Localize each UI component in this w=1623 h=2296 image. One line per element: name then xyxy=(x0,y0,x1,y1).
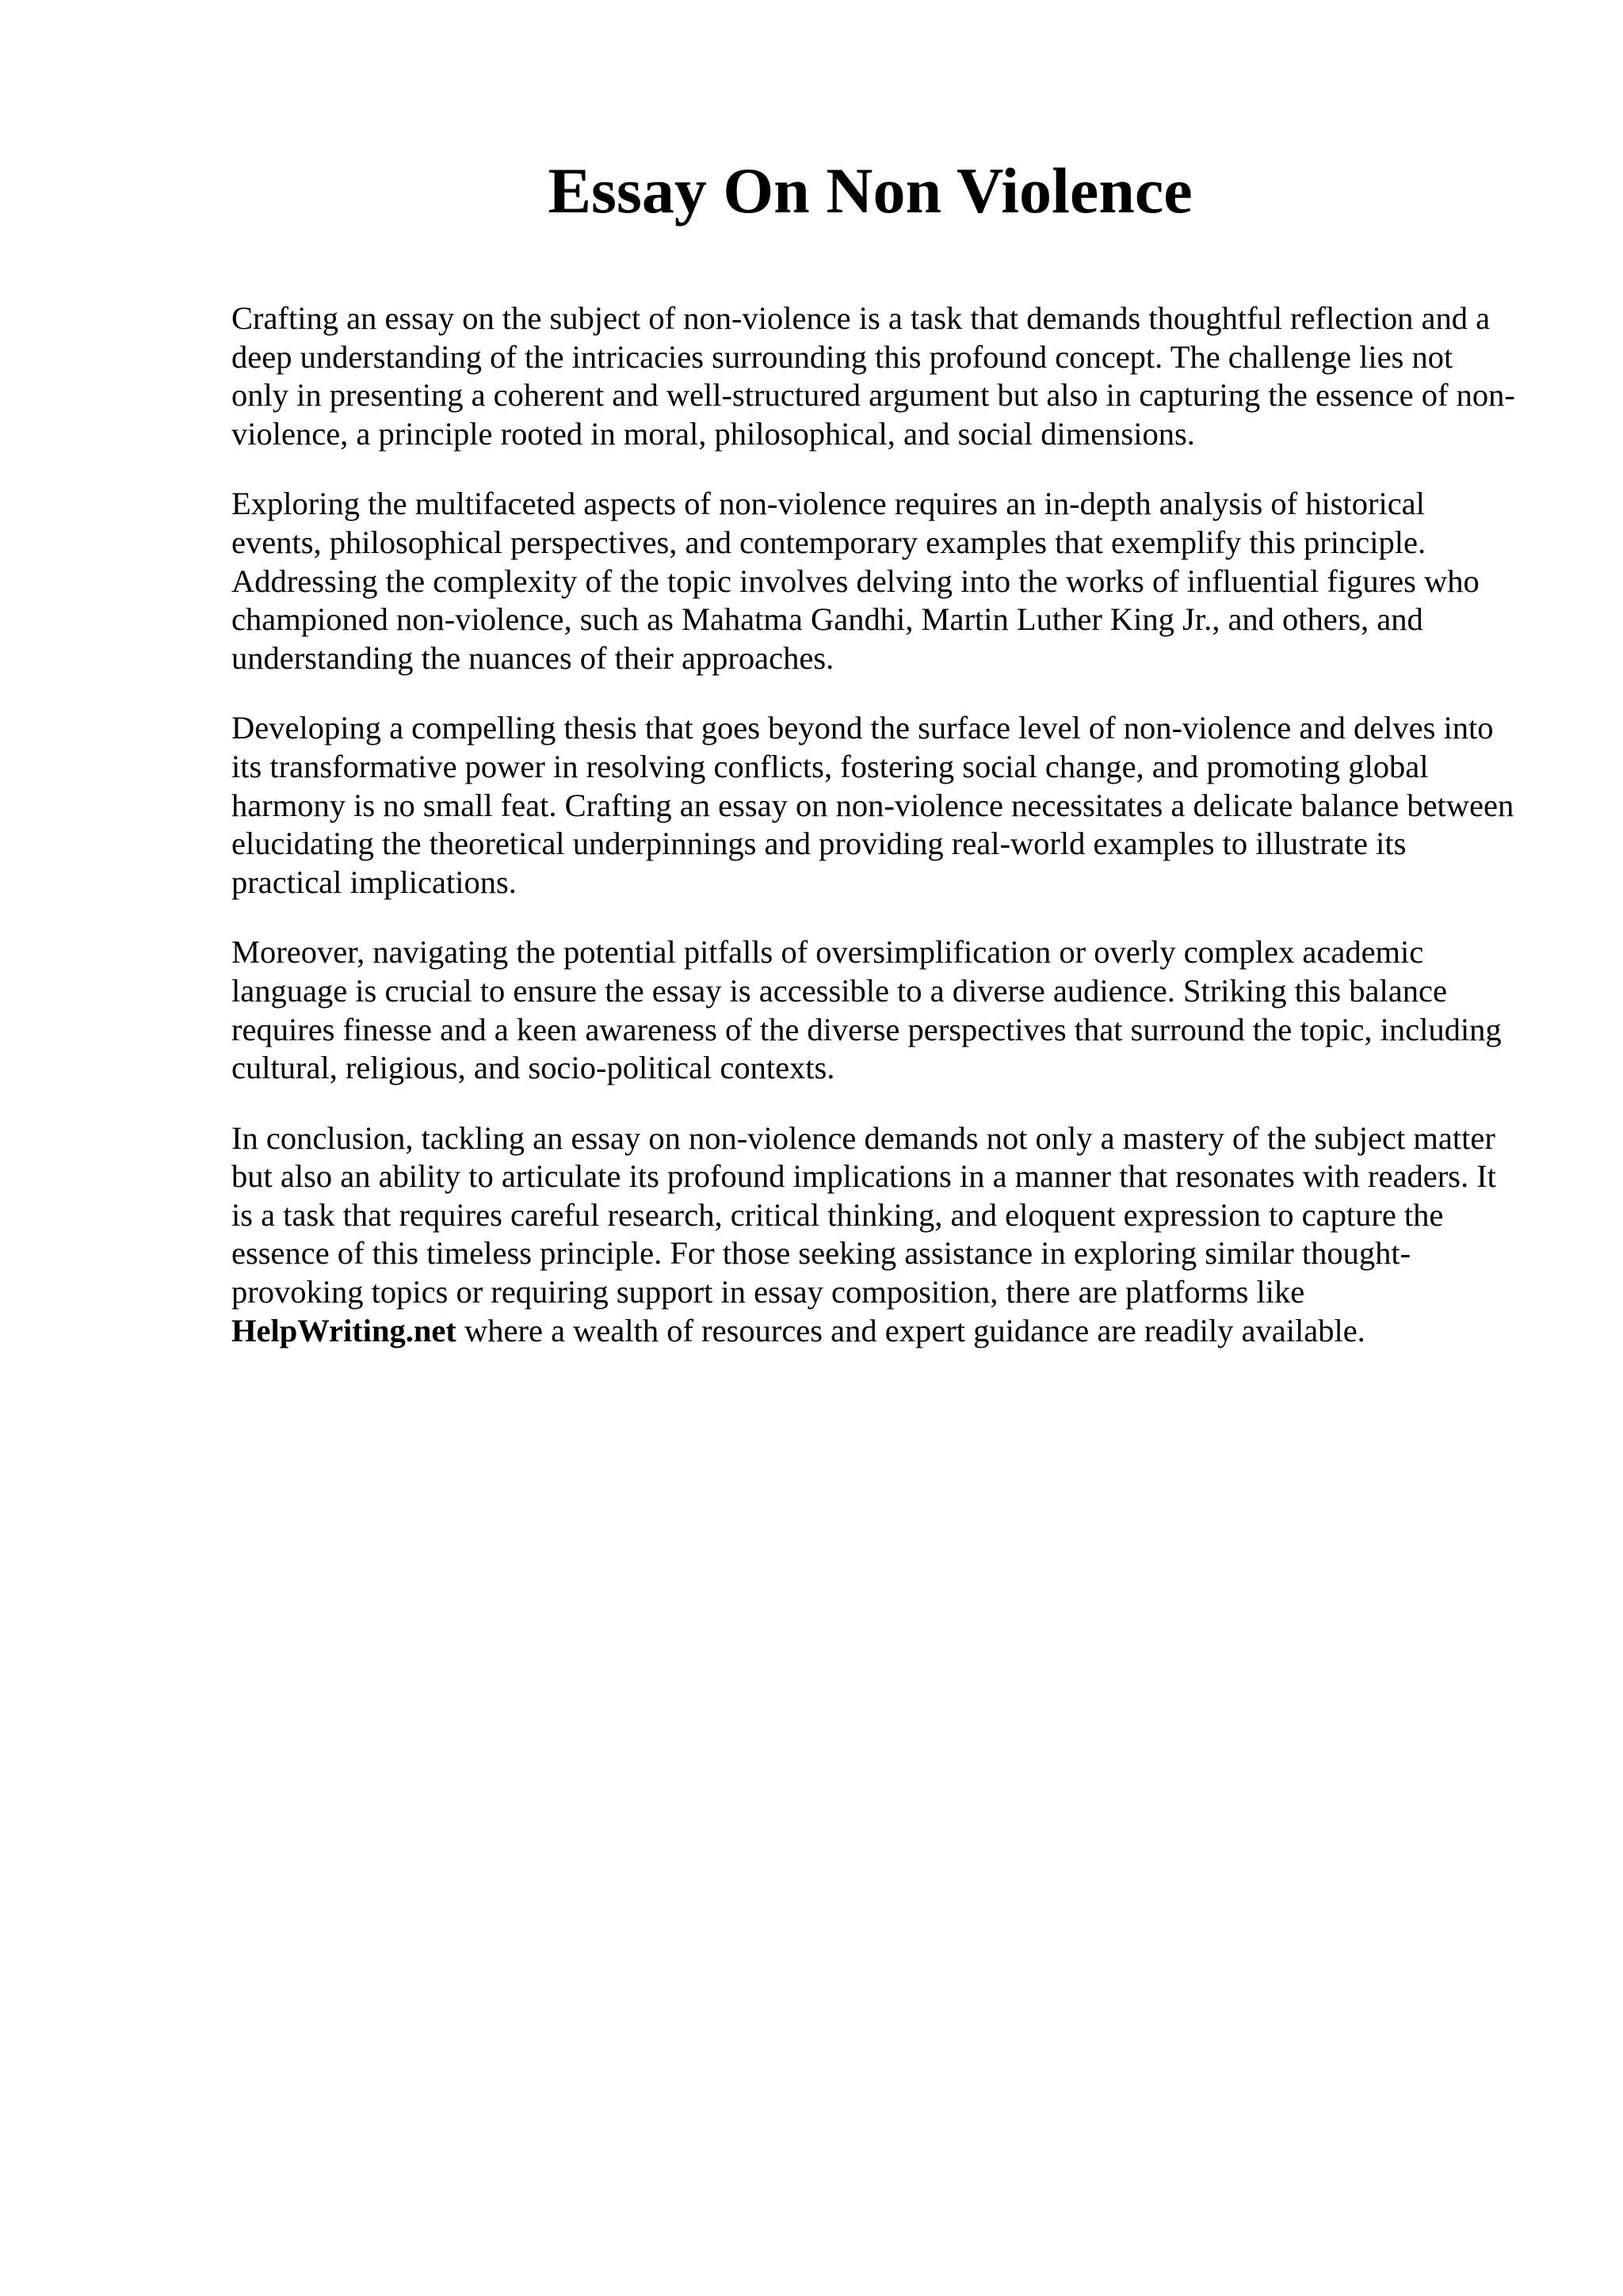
paragraph-2: Exploring the multifaceted aspects of non-violence requires an in-depth analysis of historical events, philosophical perspectives, and contemporary examples that exemplify this principle. Addressing the complexity of the topic involves delving into the works of influential figures who championed non-violence, such as Mahatma Gandhi, Martin Luther King Jr., and others, and understanding the nuances of their approaches. xyxy=(231,486,1480,676)
helpwriting-link[interactable]: HelpWriting.net xyxy=(231,1312,456,1348)
paragraph-1: Crafting an essay on the subject of non-violence is a task that demands thoughtful reflection and a deep understanding of the intricacies surrounding this profound concept. The challenge lies not only in presenting a coherent and well-structured argument but also in capturing the essence of non-violence, a principle rooted in moral, philosophical, and social dimensions. xyxy=(231,300,1515,452)
document-title: Essay On Non Violence xyxy=(548,154,1193,227)
conclusion-tail: where a wealth of resources and expert guidance are readily available. xyxy=(464,1312,1365,1348)
paragraph-4: Moreover, navigating the potential pitfalls of oversimplification or overly complex academic language is crucial to ensure the essay is accessible to a diverse audience. Striking this balance requires finesse and a keen awareness of the diverse perspectives that surround the topic, including cultural, religious, and socio-political contexts. xyxy=(231,934,1502,1086)
conclusion-text: In conclusion, tackling an essay on non-violence demands not only a mastery of the subject matter but also an ability to articulate its profound implications in a manner that resonates with readers. It is a task that requires careful research, critical thinking, and eloquent expression to capture the essence of this timeless principle. For those seeking assistance in exploring similar thought-provoking topics or requiring support in essay composition, there are platforms like xyxy=(231,1119,1496,1310)
paragraph-conclusion xyxy=(231,1119,1515,1351)
document-body xyxy=(231,299,1515,1382)
paragraph-3: Developing a compelling thesis that goes beyond the surface level of non-violence and delves into its transformative power in resolving conflicts, fostering social change, and promoting global harmony is no small feat. Crafting an essay on non-violence necessitates a delicate balance between elucidating the theoretical underpinnings and providing real-world examples to illustrate its practical implications. xyxy=(231,710,1514,900)
